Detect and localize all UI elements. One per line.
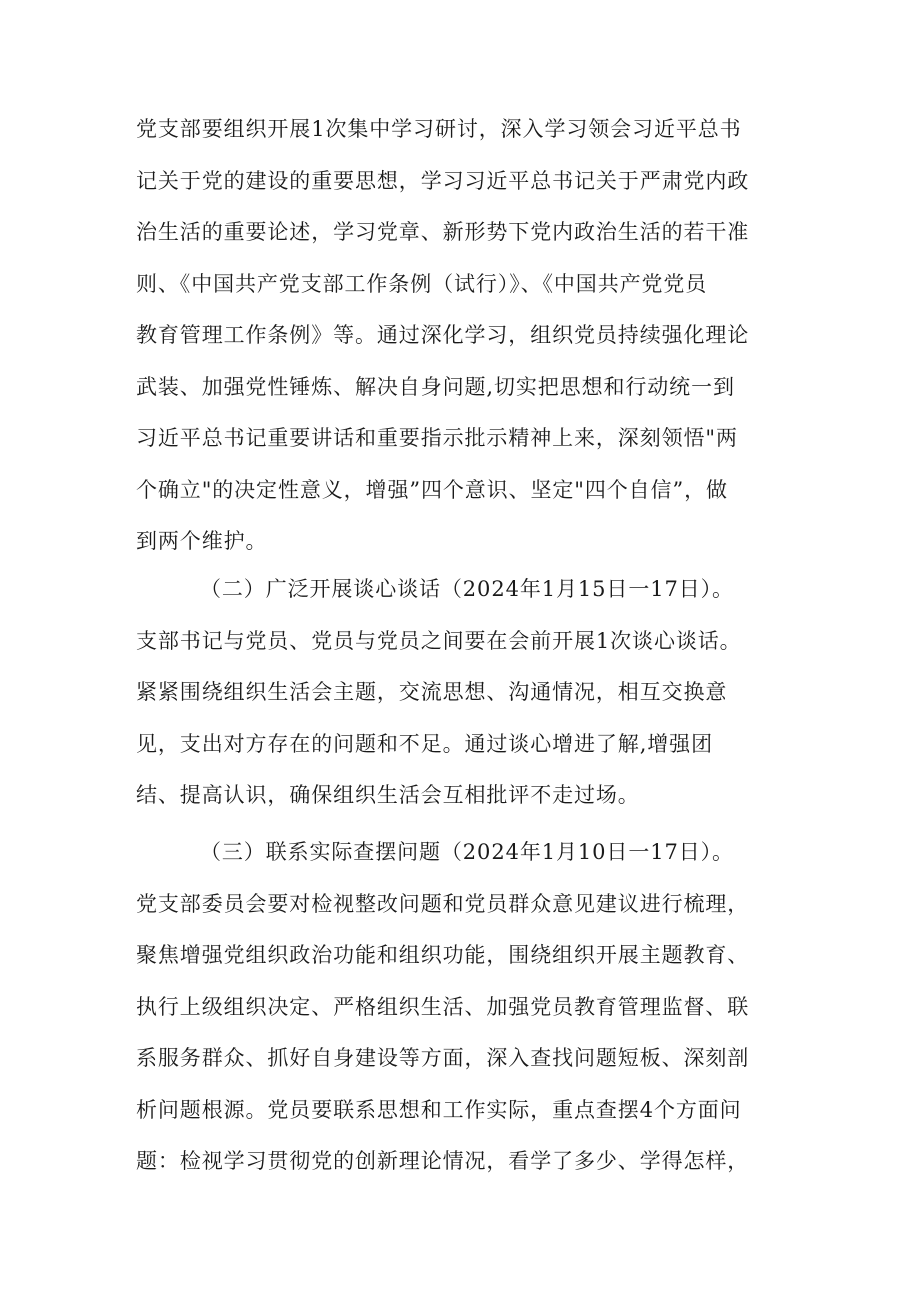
- text-line: 聚焦增强党组织政治功能和组织功能，围绕组织开展主题教育、: [136, 943, 750, 967]
- text-line: 紧紧围绕组织生活会主题，交流思想、沟通情况，相互交换意: [136, 680, 728, 704]
- section-heading-3: （三）联系实际查摆问题（2024年1月10日一17日）。: [200, 840, 734, 864]
- text-line: 支部书记与党员、党员与党员之间要在会前开展1次谈心谈话。: [136, 628, 742, 653]
- paragraph-identify-problems: [136, 827, 796, 1188]
- text-line: 记关于党的建设的重要思想，学习习近平总书记关于严肃党内政: [136, 168, 750, 193]
- section-heading-2: （二）广泛开展谈心谈话（2024年1月15日一17日）。: [200, 577, 734, 601]
- text-line: 习近平总书记重要讲话和重要指示批示精神上来，深刻领悟"两: [136, 426, 738, 450]
- text-line: 党支部委员会要对检视整改问题和党员群众意见建议进行梳理，: [136, 891, 750, 916]
- text-line: 个确立"的决定性意义，增强”四个意识、坚定"四个自信”，做: [136, 477, 728, 502]
- text-line: 教育管理工作条例》等。通过深化学习，组织党员持续强化理论: [136, 323, 750, 347]
- paragraph-heart-to-heart-talks: [136, 564, 796, 822]
- text-line: 系服务群众、抓好自身建设等方面，深入查找问题短板、深刻剖: [136, 1046, 750, 1070]
- text-line: 党支部要组织开展1次集中学习研讨，深入学习领会习近平总书: [136, 117, 742, 141]
- text-line: 武装、加强党性锤炼、解决自身问题,切实把思想和行动统一到: [136, 374, 735, 399]
- text-line: 治生活的重要论述，学习党章、新形势下党内政治生活的若干准: [136, 220, 750, 244]
- text-line: 执行上级组织决定、严格组织生活、加强党员教育管理监督、联: [136, 994, 750, 1019]
- text-line: 到两个维护。: [136, 529, 268, 553]
- text-line: 则、《中国共产党支部工作条例（试行）》、《中国共产党党员: [136, 271, 708, 296]
- text-line: 题：检视学习贯彻党的创新理论情况，看学了多少、学得怎样，: [136, 1149, 750, 1173]
- text-line: 见，支出对方存在的问题和不足。通过谈心增进了解,增强团: [136, 731, 713, 756]
- text-line: 结、提高认识，确保组织生活会互相批评不走过场。: [136, 783, 640, 807]
- text-line: 析问题根源。党员要联系思想和工作实际，重点查摆4个方面问: [136, 1097, 742, 1122]
- paragraph-study: [136, 104, 796, 568]
